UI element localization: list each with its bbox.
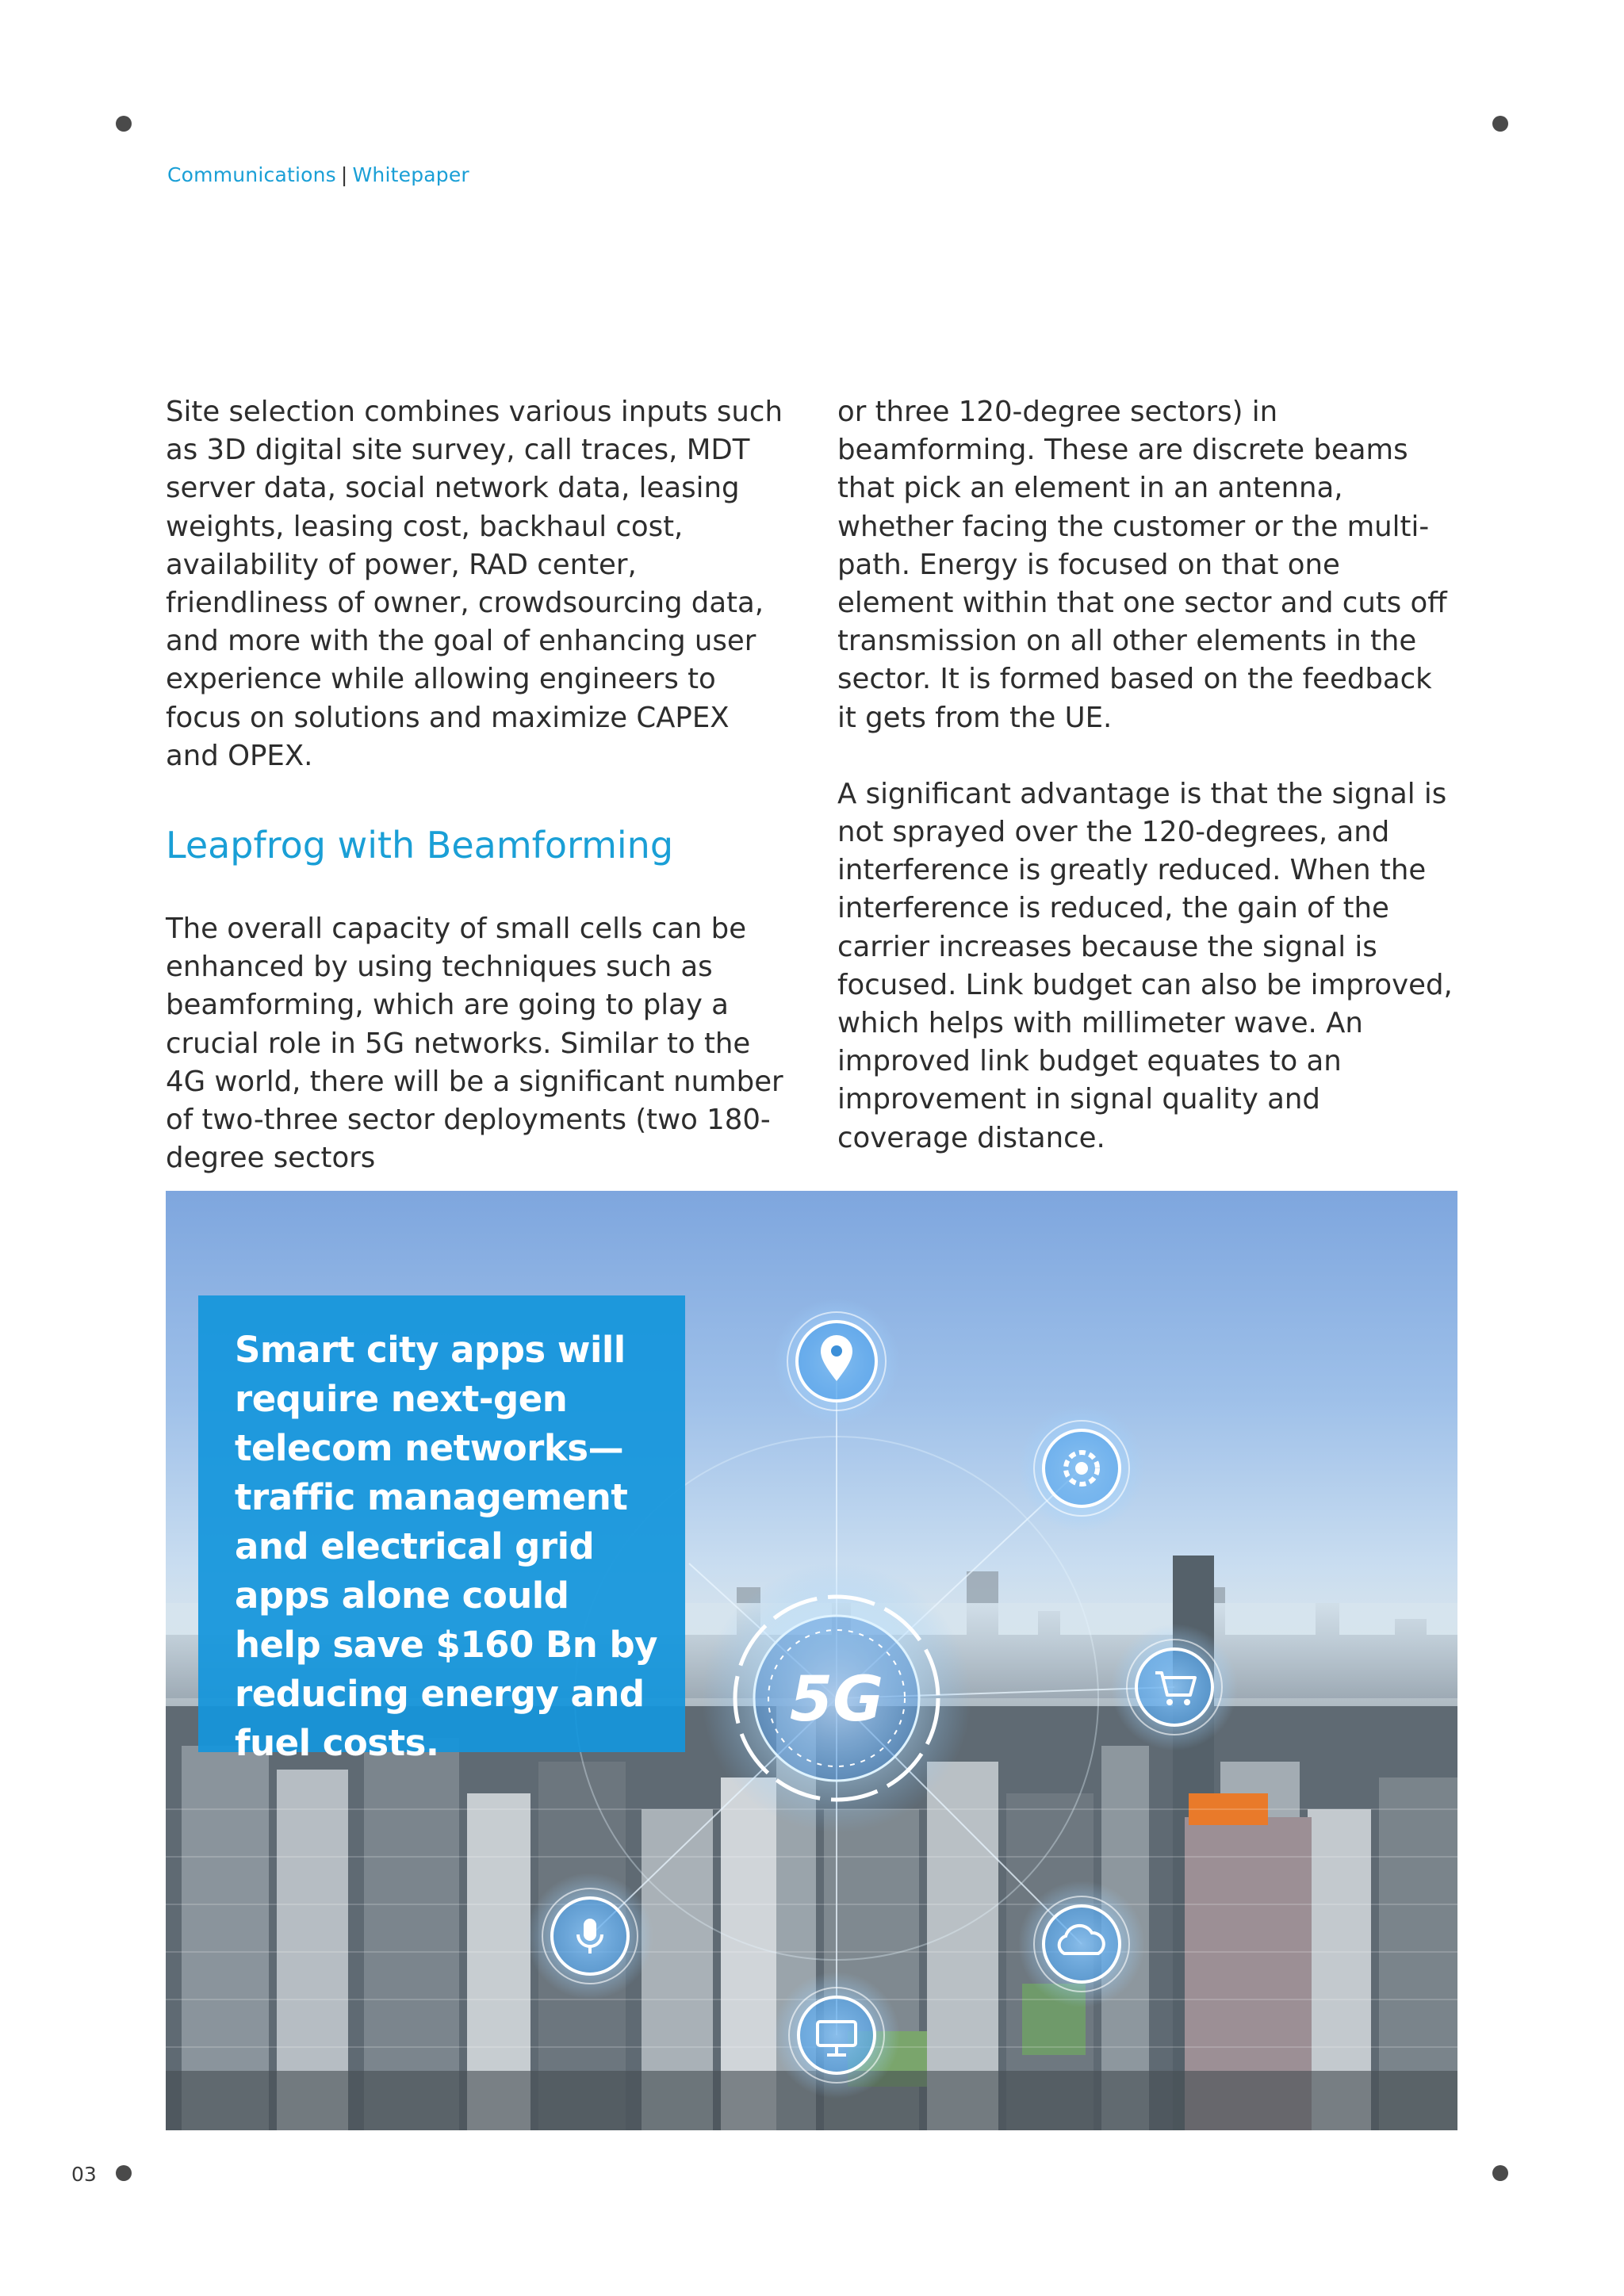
callout-text: Smart city apps will require next-gen telecom networks— traffic management and electrical grid apps alone could help save $160 Bn by reducing energy and fuel costs. [235, 1329, 657, 1764]
paragraph-beams: or three 120-degree sectors) in beamforming. These are discrete beams that pick an element in an antenna, whether facing the customer or the multi-path. Energy is focused on that one element within that one sector and cuts off transmission on all other elements in the sector. It is formed based on the feedback it gets from the UE. [837, 396, 1447, 734]
paragraph-advantage: A significant advantage is that the signal is not sprayed over the 120-degrees, and interference is greatly reduced. When the interference is reduced, the gain of the carrier increases because the signal is focused. Link budget can also be improved, which helps with millimeter wave. An improved link budget equates to an improvement in signal quality and coverage distance. [837, 777, 1453, 1154]
corner-dot-top-left [116, 116, 132, 132]
header-doc-type: Whitepaper [352, 163, 469, 186]
page-number: 03 [71, 2163, 97, 2186]
smart-city-image [166, 1191, 1457, 2130]
corner-dot-top-right [1492, 116, 1508, 132]
hub-label: 5G [789, 1664, 884, 1735]
header-separator: | [340, 163, 348, 186]
cloud-icon [1018, 1881, 1145, 2007]
right-column [837, 393, 1456, 1158]
section-heading: Leapfrog with Beamforming [166, 824, 674, 867]
header-section: Communications [167, 163, 336, 186]
running-header [167, 163, 469, 186]
corner-dot-bottom-right [1492, 2165, 1508, 2181]
monitor-icon [773, 1972, 900, 2099]
left-column [166, 393, 784, 1177]
microphone-icon [527, 1873, 653, 1999]
callout-box [198, 1295, 685, 1764]
paragraph-site-selection: Site selection combines various inputs such as 3D digital site survey, call traces, MDT server data, social network data, leasing weights, leasing cost, backhaul cost, availability of power, RAD center, friendliness of owner, crowdsourcing data, and more with the goal of enhancing user experience while allowing engineers to focus on solutions and maximize CAPEX and OPEX. [166, 396, 783, 772]
paragraph-capacity: The overall capacity of small cells can be enhanced by using techniques such as beamforming, which are going to play a crucial role in 5G networks. Similar to the 4G world, there will be a significant number of two-three sector deployments (two 180-degree sectors [166, 913, 783, 1175]
gear-icon [1018, 1405, 1145, 1532]
shopping-cart-icon [1111, 1624, 1238, 1751]
location-pin-icon [773, 1298, 900, 1425]
5g-hub-icon [702, 1563, 971, 1833]
corner-dot-bottom-left [116, 2165, 132, 2181]
